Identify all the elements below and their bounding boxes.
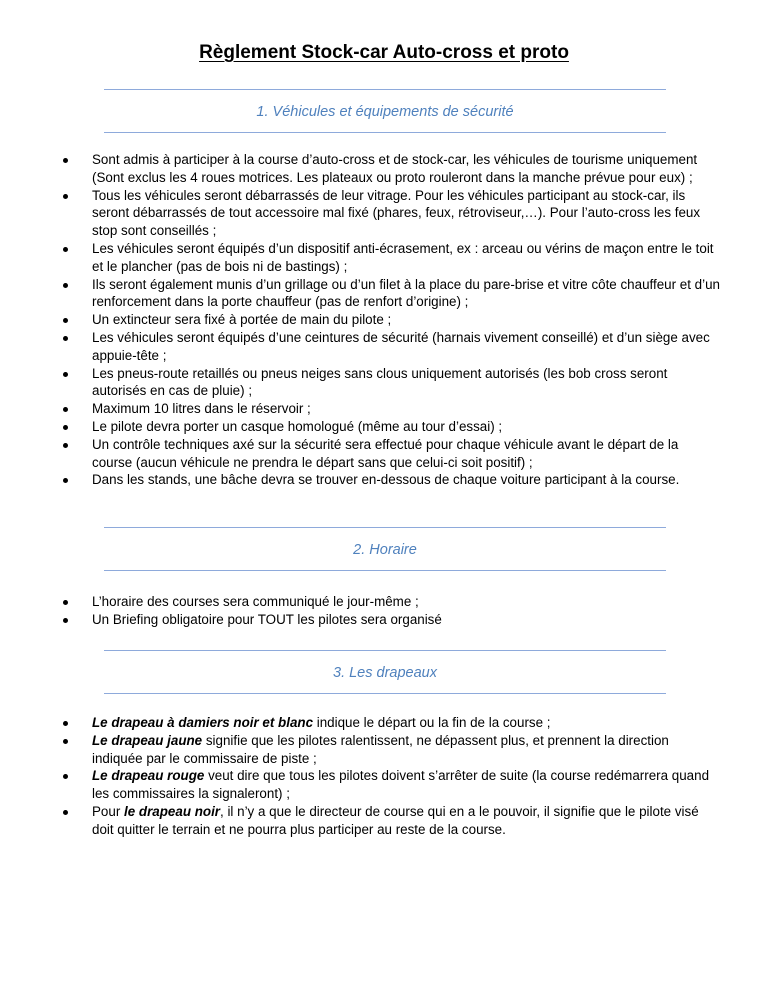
drapeaux-list [60,714,720,839]
bullet-icon [63,194,68,199]
list-item-text: L’horaire des courses sera communiqué le jour-même ; [92,594,419,609]
list-item-text: Un contrôle techniques axé sur la sécurité sera effectué pour chaque véhicule avant le départ de la course (aucun véhicule ne prendra le départ sans que celui-ci soit positif) ; [92,436,679,470]
bullet-icon [63,336,68,341]
list-item-text: Le pilote devra porter un casque homologué (même au tour d’essai) ; [92,418,503,434]
section-heading-horaire [104,527,666,571]
bullet-icon [63,318,68,323]
bullet-icon [63,810,68,815]
list-item [60,365,720,401]
list-item-text: Les véhicules seront équipés d’un dispositif anti-écrasement, ex : arceau ou vérins de maçon entre le toit et le plancher (pas de bois ni de bastings) ; [92,240,714,274]
list-item [60,611,720,629]
bullet-icon [63,372,68,377]
bullet-icon [63,158,68,163]
bullet-icon [63,425,68,430]
flag-name: le drapeau noir [124,803,221,819]
list-item [60,240,720,276]
list-item [60,767,720,803]
bullet-icon [63,618,68,623]
list-item [60,436,720,472]
bullet-icon [63,407,68,412]
vehicules-list [60,151,720,489]
horaire-list [60,593,720,629]
list-item-text: Ils seront également munis d’un grillage ou d’un filet à la place du pare-brise et vitre côte chauffeur et d’un renforcement dans la porte chauffeur (pas de renfort d’origine) ; [92,276,720,310]
section-heading-label: 1. Véhicules et équipements de sécurité [256,104,514,120]
section-rule-bottom [104,570,666,571]
bullet-icon [63,443,68,448]
section-heading-label: 3. Les drapeaux [333,665,437,681]
document-title: Règlement Stock-car Auto-cross et proto [199,42,569,63]
list-item [60,400,720,418]
section-heading-label: 2. Horaire [353,542,417,558]
bullet-icon [63,247,68,252]
list-item [60,714,720,732]
list-item [60,418,720,436]
flag-item-text: signifie que les pilotes ralentissent, ne dépassent plus, et prennent la direction indiquée par le commissaire de piste ; [92,732,669,766]
list-item-text: Les pneus-route retaillés ou pneus neiges sans clous uniquement autorisés (les bob cross seront autorisés en cas de pluie) ; [92,365,668,399]
list-item [60,329,720,365]
section-heading-drapeaux [104,650,666,694]
bullet-icon [63,478,68,483]
flag-item-text: veut dire que tous les pilotes doivent s’arrêter de suite (la course redémarrera quand les commissaires la signaleront) ; [92,768,710,802]
list-item [60,732,720,768]
list-item [60,593,720,611]
list-item-text: Dans les stands, une bâche devra se trouver en-dessous de chaque voiture participant à la course. [92,472,680,488]
section-rule-bottom [104,132,666,133]
section-heading-vehicules [104,89,666,133]
list-item [60,803,720,839]
list-item-text: Maximum 10 litres dans le réservoir ; [92,401,311,417]
list-item [60,276,720,312]
list-item-text: Sont admis à participer à la course d’auto-cross et de stock-car, les véhicules de tourisme uniquement (Sont exclus les 4 roues motrices. Les plateaux ou proto rouleront dans la manche prévue pour eux) ; [92,152,698,185]
list-item-text: Tous les véhicules seront débarrassés de leur vitrage. Pour les véhicules participant au stock-car, ils seront débarrassés de tout accessoire mal fixé (phares, feux, rétroviseur,…). Pour l’auto-cross les feux stop sont conseillés ; [92,187,701,239]
list-item-text: Les véhicules seront équipés d’une ceintures de sécurité (harnais vivement conseillé) et d’un siège avec appuie-tête ; [92,329,710,363]
flag-name: Le drapeau jaune [92,732,203,748]
list-item [60,471,720,489]
flag-item-prefix: Pour [92,803,125,819]
bullet-icon [63,600,68,605]
flag-item-text: , il n’y a que le directeur de course qui en a le pouvoir, il signifie que le pilote visé doit quitter le terrain et ne pourra plus participer au reste de la course. [92,803,699,837]
bullet-icon [63,283,68,288]
flag-item-text: indique le départ ou la fin de la course ; [313,715,551,730]
list-item-text: Un Briefing obligatoire pour TOUT les pilotes sera organisé [92,611,442,627]
flag-name: Le drapeau à damiers noir et blanc [92,715,314,730]
section-rule-bottom [104,693,666,694]
bullet-icon [63,739,68,744]
list-item [60,311,720,329]
flag-name: Le drapeau rouge [92,768,205,784]
bullet-icon [63,774,68,779]
bullet-icon [63,721,68,726]
list-item [60,151,720,187]
list-item-text: Un extincteur sera fixé à portée de main du pilote ; [92,312,392,328]
list-item [60,187,720,240]
